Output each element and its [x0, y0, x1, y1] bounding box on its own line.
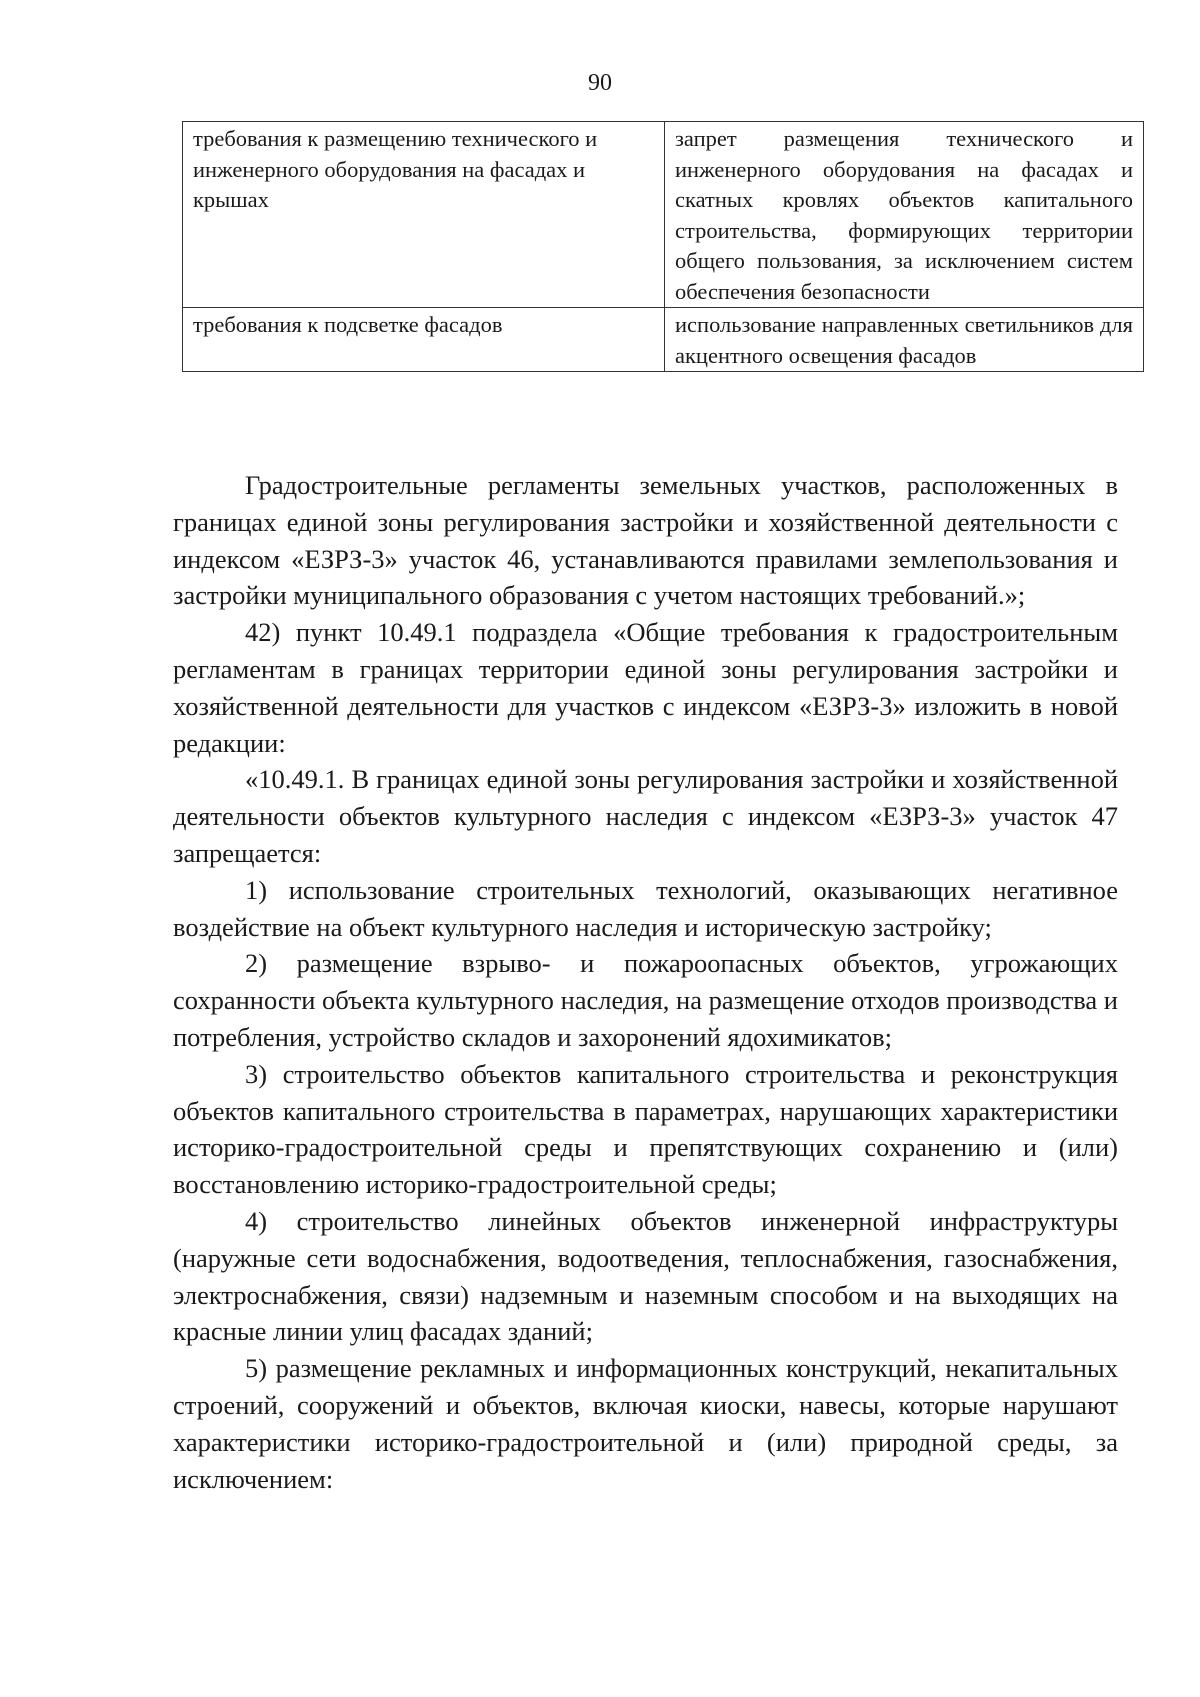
- value-cell: запрет размещения технического и инженерного оборудования на фасадах и скатных кровлях объектов капитального строительства, формирующих территории общего пользования, за исключением систем обеспечения безопасности: [665, 122, 1144, 308]
- requirement-cell: требования к подсветке фасадов: [183, 308, 665, 372]
- paragraph-item-42: 42) пункт 10.49.1 подраздела «Общие требования к градостроительным регламентам в границах территории единой зоны регулирования застройки и хозяйственной деятельности для участков с индексом «ЕЗРЗ-3» изложить в новой редакции:: [173, 617, 1118, 758]
- list-item: 2) размещение взрыво- и пожароопасных объектов, угрожающих сохранности объекта культурного наследия, на размещение отходов производства и потребления, устройство складов и захоронений ядохимикатов;: [173, 948, 1118, 1052]
- document-body: [173, 467, 1118, 1497]
- value-cell: использование направленных светильников для акцентного освещения фасадов: [665, 308, 1144, 372]
- table-row: [183, 308, 1144, 372]
- table-row: [183, 122, 1144, 308]
- list-item: 4) строительство линейных объектов инженерной инфраструктуры (наружные сети водоснабжения, водоотведения, теплоснабжения, газоснабжения, электроснабжения, связи) надземным и наземным способом и на выходящих на красные линии улиц фасадах зданий;: [173, 1205, 1118, 1347]
- page-number: 90: [588, 70, 612, 96]
- list-item: 3) строительство объектов капитального строительства и реконструкция объектов капитального строительства в параметрах, нарушающих характеристики историко-градостроительной среды и препятствующих сохранению и (или) восстановлению историко-градостроительной среды;: [173, 1058, 1118, 1200]
- list-item: 5) размещение рекламных и информационных конструкций, некапитальных строений, сооружений и объектов, включая киоски, навесы, которые нарушают характеристики историко-градостроительной и (или) природной среды, за исключением:: [173, 1353, 1118, 1494]
- paragraph-regulations: Градостроительные регламенты земельных участков, расположенных в границах единой зоны регулирования застройки и хозяйственной деятельности с индексом «ЕЗРЗ-3» участок 46, устанавливаются правилами землепользования и застройки муниципального образования с учетом настоящих требований.»;: [173, 470, 1118, 611]
- paragraph-10-49-1: «10.49.1. В границах единой зоны регулирования застройки и хозяйственной деятельности объектов культурного наследия с индексом «ЕЗРЗ-3» участок 47 запрещается:: [173, 764, 1118, 868]
- list-item: 1) использование строительных технологий, оказывающих негативное воздействие на объект культурного наследия и историческую застройку;: [173, 874, 1118, 942]
- requirements-table: [182, 121, 1144, 372]
- requirement-cell: требования к размещению технического и инженерного оборудования на фасадах и крышах: [183, 122, 665, 308]
